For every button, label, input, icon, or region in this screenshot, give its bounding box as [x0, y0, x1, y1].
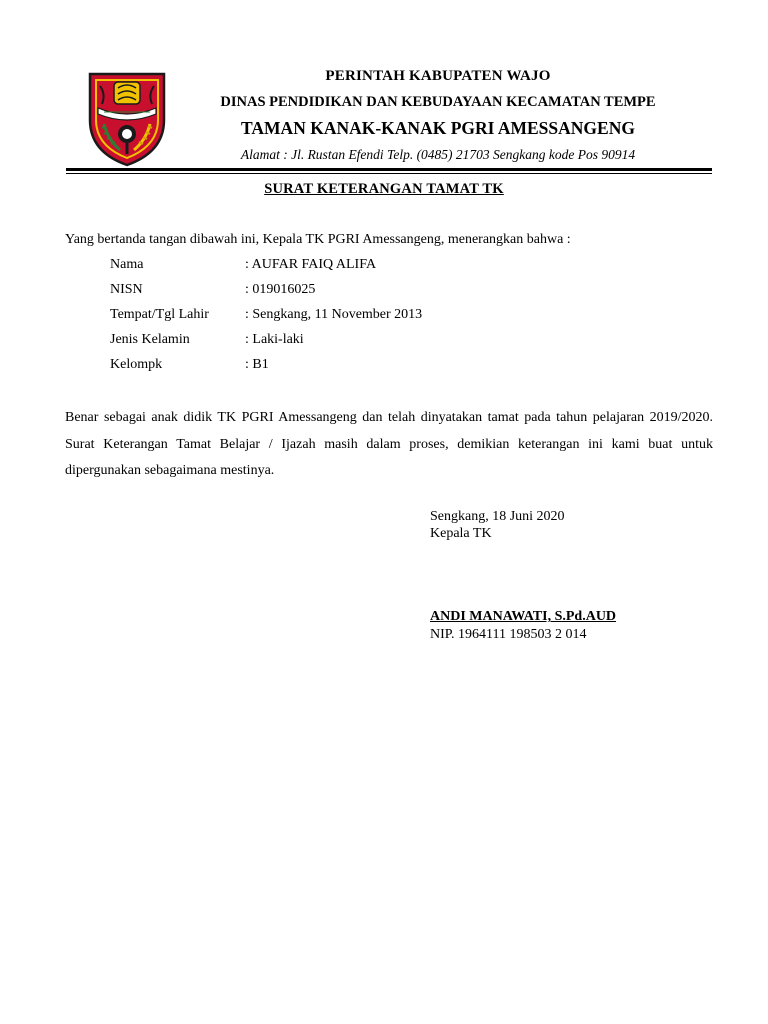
detail-value: : Laki-laki	[245, 332, 304, 347]
letterhead-regency: PERINTAH KABUPATEN WAJO	[325, 68, 551, 84]
letterhead-address: Alamat : Jl. Rustan Efendi Telp. (0485) 21703 Sengkang kode Pos 90914	[240, 147, 636, 162]
detail-value: : 019016025	[245, 282, 316, 297]
detail-row-name	[110, 256, 422, 281]
detail-row-group	[110, 356, 422, 381]
student-details	[110, 256, 422, 381]
detail-value: : Sengkang, 11 November 2013	[245, 307, 423, 322]
intro-text: Yang bertanda tangan dibawah ini, Kepala TK PGRI Amessangeng, menerangkan bahwa :	[65, 232, 571, 247]
signatory-name: ANDI MANAWATI, S.Pd.AUD	[430, 609, 617, 624]
detail-label: Nama	[110, 257, 144, 272]
detail-label: NISN	[110, 282, 143, 297]
detail-row-birth	[110, 306, 422, 331]
signature-block	[430, 508, 617, 642]
letterhead	[188, 66, 688, 164]
letterhead-divider-thin	[66, 173, 712, 174]
detail-label: Kelompk	[110, 357, 163, 372]
regency-emblem-icon	[82, 68, 172, 168]
letterhead-school: TAMAN KANAK-KANAK PGRI AMESSANGENG	[241, 118, 635, 138]
detail-row-nisn	[110, 281, 422, 306]
detail-value: : B1	[245, 357, 269, 372]
document-title: SURAT KETERANGAN TAMAT TK	[264, 181, 504, 197]
detail-row-gender	[110, 331, 422, 356]
statement-paragraph: Benar sebagai anak didik TK PGRI Amessangeng dan telah dinyatakan tamat pada tahun pelajaran 2019/2020. Surat Keterangan Tamat Belajar / Ijazah masih dalam proses, demikian keterangan ini kami buat untuk dipergunakan sebagaimana mestinya.	[65, 410, 713, 478]
signature-place-date: Sengkang, 18 Juni 2020	[430, 509, 565, 524]
detail-label: Tempat/Tgl Lahir	[110, 307, 209, 322]
letterhead-department: DINAS PENDIDIKAN DAN KEBUDAYAAN KECAMATAN TEMPE	[220, 94, 656, 110]
signature-position: Kepala TK	[430, 526, 492, 541]
detail-label: Jenis Kelamin	[110, 332, 190, 347]
signatory-nip: NIP. 1964111 198503 2 014	[430, 627, 587, 642]
detail-value: : AUFAR FAIQ ALIFA	[245, 257, 377, 272]
letterhead-divider-thick	[66, 168, 712, 171]
